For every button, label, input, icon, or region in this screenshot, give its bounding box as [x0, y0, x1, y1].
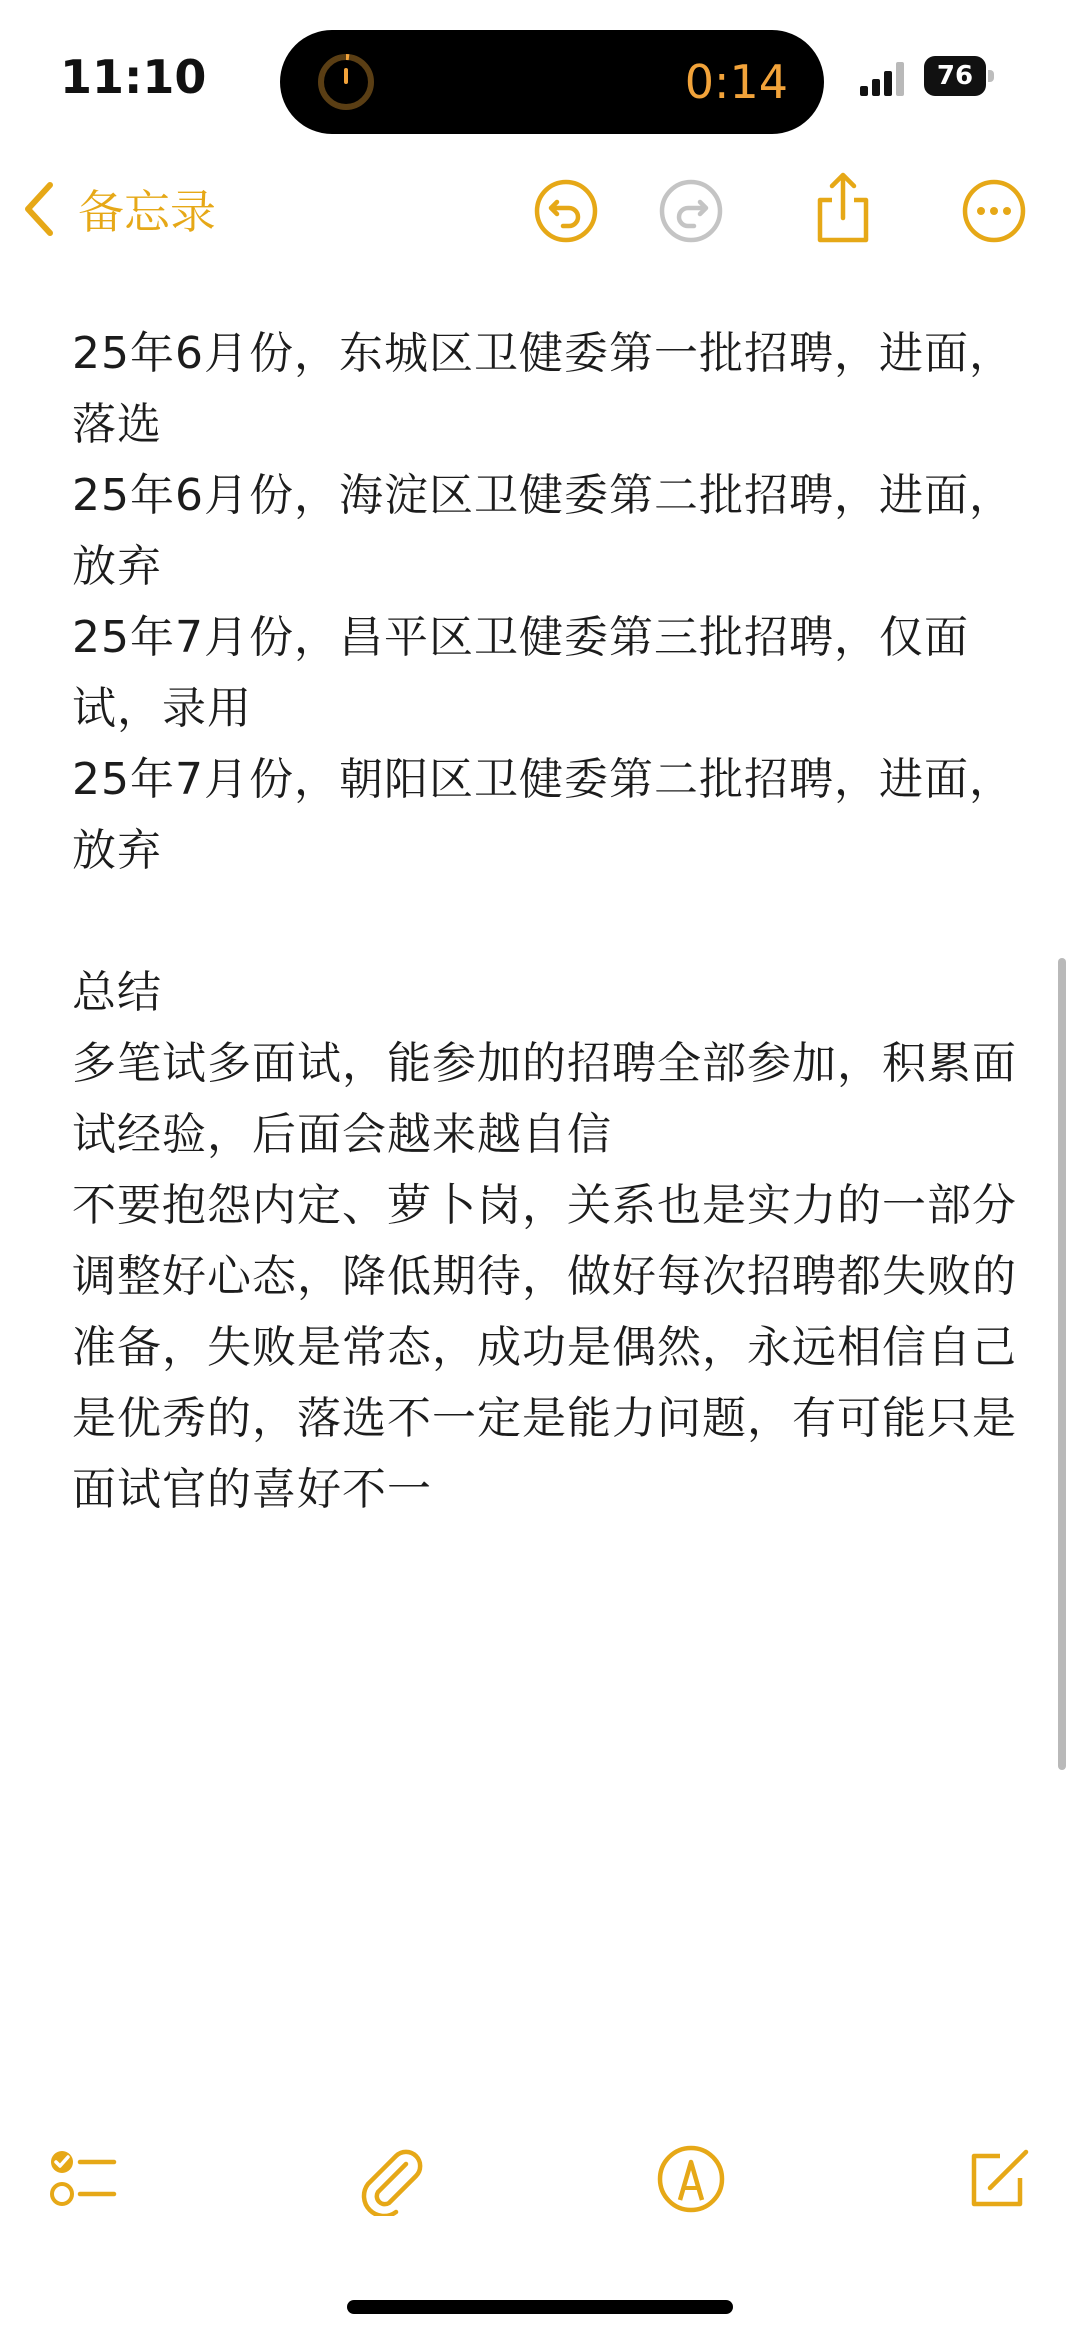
- note-line: 调整好心态，降低期待，做好每次招聘都失败的准备，失败是常态，成功是偶然，永远相信自己是优秀的，落选不一定是能力问题，有可能只是面试官的喜好不一: [72, 1251, 1017, 1515]
- note-heading: 总结: [72, 967, 162, 1018]
- timer-text: 0:14: [684, 55, 788, 109]
- dynamic-island[interactable]: [280, 30, 824, 134]
- note-line: 不要抱怨内定、萝卜岗，关系也是实力的一部分: [72, 1180, 1017, 1231]
- note-line: 25年6月份，海淀区卫健委第二批招聘，进面，放弃: [72, 470, 1014, 592]
- home-indicator[interactable]: [347, 2300, 733, 2314]
- note-blank-line: [72, 886, 1022, 957]
- paperclip-icon[interactable]: [354, 2142, 428, 2216]
- note-line: 25年7月份，朝阳区卫健委第二批招聘，进面，放弃: [72, 754, 1014, 876]
- note-line: 25年7月份，昌平区卫健委第三批招聘，仅面试，录用: [72, 612, 969, 734]
- undo-icon[interactable]: [533, 178, 599, 244]
- cellular-signal-icon: [860, 62, 904, 96]
- share-icon[interactable]: [810, 170, 876, 246]
- status-bar: [0, 0, 1080, 150]
- bottom-toolbar: [0, 2130, 1080, 2230]
- battery-level: 76: [924, 56, 986, 96]
- checklist-icon[interactable]: [46, 2142, 120, 2216]
- status-time: 11:10: [60, 50, 207, 104]
- nav-bar: [0, 160, 1080, 260]
- chevron-left-icon: [22, 181, 56, 237]
- battery-icon: [924, 56, 996, 96]
- scrollbar[interactable]: [1058, 958, 1066, 1770]
- markup-pen-icon[interactable]: [654, 2142, 728, 2216]
- back-label: 备忘录: [78, 185, 216, 239]
- note-body[interactable]: [72, 318, 1022, 1525]
- compose-icon[interactable]: [960, 2142, 1034, 2216]
- redo-icon[interactable]: [658, 178, 724, 244]
- more-icon[interactable]: [961, 178, 1027, 244]
- back-button[interactable]: [22, 176, 216, 242]
- note-line: 25年6月份，东城区卫健委第一批招聘，进面，落选: [72, 328, 1014, 450]
- note-line: 多笔试多面试，能参加的招聘全部参加，积累面试经验，后面会越来越自信: [72, 1038, 1017, 1160]
- timer-icon: [316, 52, 376, 112]
